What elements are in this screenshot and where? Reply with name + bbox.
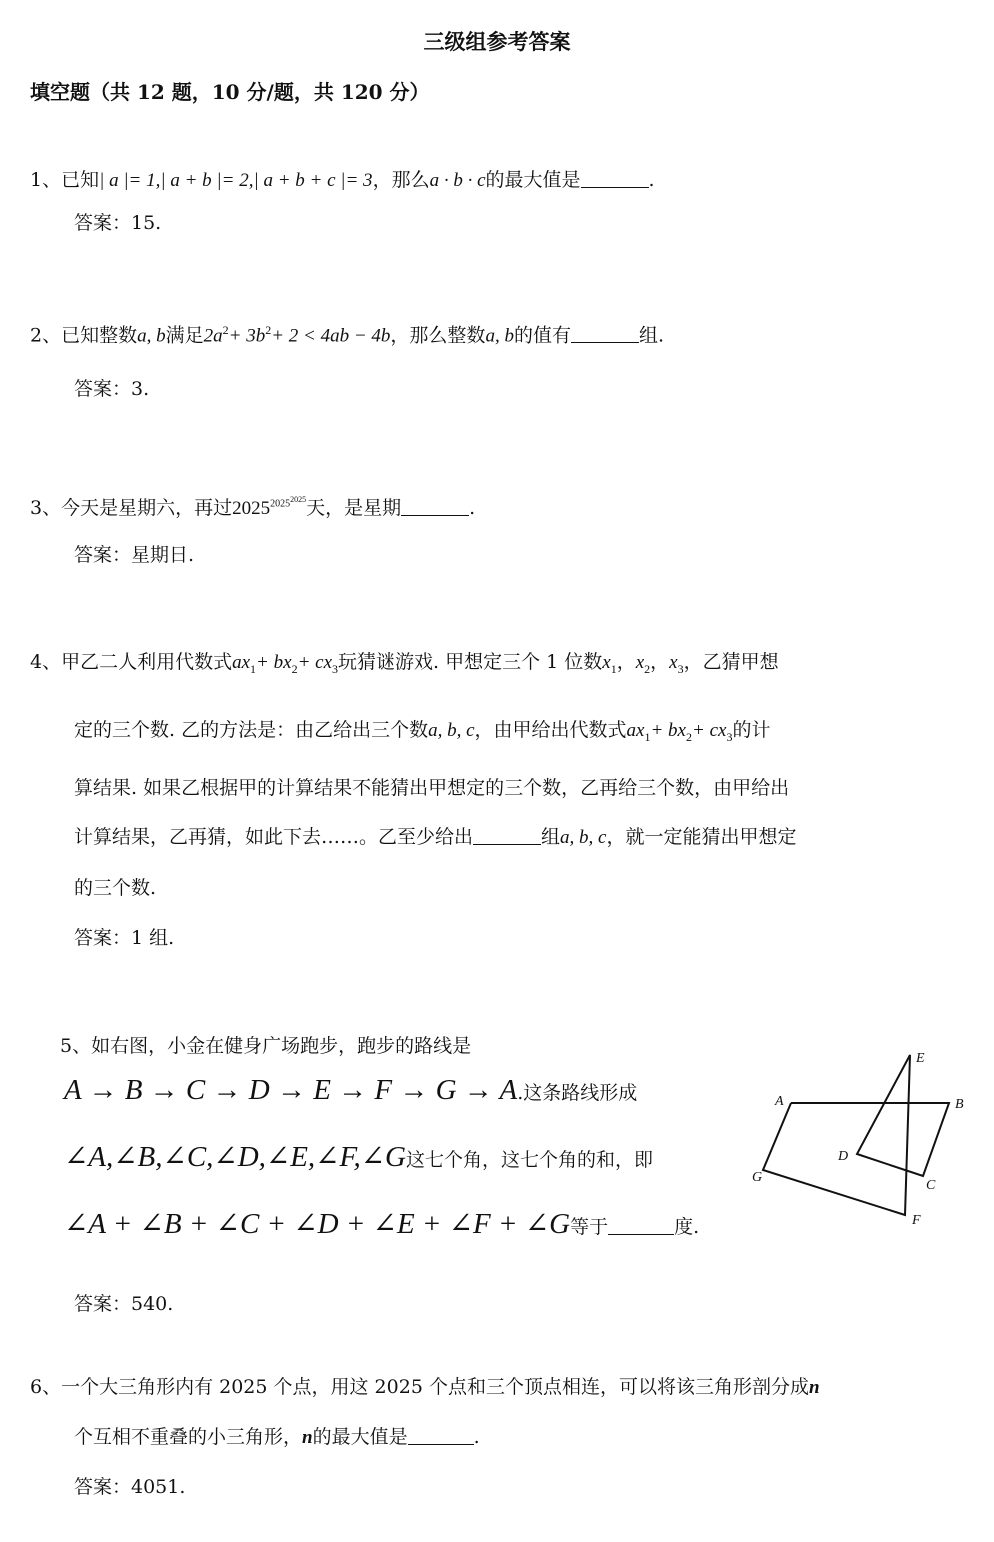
q1-condition: | a |= 1,| a + b |= 2,| a + b + c |= 3: [99, 170, 373, 191]
q4-x1: x: [602, 652, 611, 673]
q2-exp-b: 2: [265, 323, 272, 337]
q6-l2-end: .: [473, 1426, 480, 1448]
question-2: [30, 316, 664, 350]
q4-l4-end: ，就一定能猜出甲想定: [606, 826, 797, 848]
q3-base: 2025: [232, 498, 271, 519]
question-5-line-2: [64, 1076, 637, 1107]
q4-x2-sub: 2: [644, 661, 651, 676]
q2-mid2: ，那么整数: [390, 324, 486, 347]
question-4-line-2: [74, 716, 770, 751]
q6-n: n: [808, 1377, 820, 1398]
q3-exponent: 2025: [270, 498, 291, 510]
q4-l2-expr-b: + bx: [650, 720, 686, 741]
q3-exponent-2: 2025: [290, 495, 307, 504]
q5-l2-end: .这条路线形成: [517, 1082, 638, 1104]
q3-number: 3、: [30, 497, 62, 519]
q3-answer: 答案：星期日.: [74, 544, 195, 566]
question-5-line-1: 5、如右图，小金在健身广场跑步，跑步的路线是: [60, 1035, 472, 1057]
q6-n-2: n: [302, 1427, 313, 1448]
q4-x3-sub: 3: [677, 661, 684, 676]
q2-pre: 已知整数: [61, 324, 138, 347]
question-4-line-3: 算结果. 如果乙根据甲的计算结果不能猜出甲想定的三个数，乙再给三个数，由甲给出: [74, 777, 790, 799]
q4-l4-pre: 计算结果，乙再猜，如此下去……。乙至少给出: [74, 826, 474, 848]
q3-blank: [401, 495, 469, 516]
q4-l1-mid: 玩猜谜游戏. 甲想定三个 1 位数: [338, 651, 603, 673]
label-g: G: [752, 1170, 763, 1185]
route-figure: [745, 1040, 975, 1230]
q4-sub-2: 2: [291, 661, 298, 676]
q2-ineq-b: + 3b: [228, 325, 266, 347]
q4-sub-1: 1: [250, 661, 257, 676]
q4-l2-sub-2: 2: [686, 729, 692, 744]
page-title: 三级组参考答案: [423, 29, 571, 54]
q2-ineq-c: + 2 < 4ab − 4b: [271, 325, 391, 347]
q4-l2-expr-c: + cx: [692, 720, 727, 741]
q3-end: .: [469, 497, 476, 519]
q4-number: 4、: [30, 651, 62, 673]
q3-post: 天，是星期: [306, 497, 402, 519]
q5-l4-mid: 等于: [570, 1216, 609, 1238]
q1-mid: ，那么: [372, 169, 430, 191]
q4-expr-c: + cx: [297, 652, 332, 673]
question-5-line-4: [64, 1210, 699, 1241]
question-4-line-4: [74, 823, 796, 852]
q5-blank: [608, 1214, 674, 1235]
question-5-line-3: [64, 1143, 653, 1174]
q1-post: 的最大值是: [485, 169, 581, 191]
label-a: A: [775, 1094, 784, 1109]
q6-answer: 答案：4051.: [74, 1476, 186, 1498]
label-b: B: [955, 1097, 964, 1112]
q2-number: 2、: [30, 324, 62, 347]
q1-answer: 答案：15.: [74, 212, 162, 234]
q2-exp-a: 2: [222, 323, 229, 337]
q4-abc: a, b, c: [428, 720, 475, 741]
q2-ineq-a: 2a: [203, 325, 223, 347]
q4-x3: x: [669, 652, 678, 673]
q4-answer: 答案：1 组.: [74, 927, 175, 949]
q6-l1: 6、一个大三角形内有 2025 个点，用这 2025 个点和三个顶点相连，可以将该三角形剖分成: [30, 1376, 809, 1398]
q4-l1-end: ，乙猜甲想: [683, 651, 779, 673]
label-d: D: [838, 1149, 849, 1164]
question-6-line-2: [74, 1423, 480, 1452]
q6-l2-mid: 的最大值是: [312, 1426, 408, 1448]
q2-vars2: a, b: [485, 325, 514, 347]
question-4-line-5: 的三个数.: [74, 877, 157, 899]
q4-sep-1: ，: [616, 651, 636, 673]
q1-pre: 已知: [61, 169, 100, 191]
q4-l2-expr-a: ax: [626, 720, 645, 741]
q4-l2-sub-1: 1: [644, 729, 651, 744]
q5-sum: ∠A + ∠B + ∠C + ∠D + ∠E + ∠F + ∠G: [64, 1208, 571, 1240]
q4-l2-pre: 定的三个数. 乙的方法是：由乙给出三个数: [74, 719, 429, 741]
q4-expr-b: + bx: [256, 652, 292, 673]
question-6-line-1: [30, 1373, 820, 1402]
q4-blank: [473, 824, 541, 845]
route-path: [763, 1055, 949, 1215]
q2-post: 的值有: [513, 324, 571, 347]
q4-l4-mid: 组: [541, 826, 561, 848]
q2-vars: a, b: [137, 325, 166, 347]
q2-mid: 满足: [165, 324, 204, 347]
q4-l2-sub-3: 3: [726, 729, 733, 744]
q5-l3-end: 这七个角，这七个角的和，即: [405, 1149, 653, 1171]
q5-answer: 答案：540.: [74, 1293, 174, 1315]
q2-end: 组.: [638, 324, 664, 347]
q4-l4-abc: a, b, c: [560, 827, 607, 848]
section-heading: 填空题（共 12 题，10 分/题，共 120 分）: [30, 80, 430, 104]
q4-l2-mid: ，由甲给出代数式: [474, 719, 627, 741]
q5-route: A → B → C → D → E → F → G → A: [64, 1074, 518, 1106]
question-4-line-1: [30, 648, 779, 683]
q6-blank: [408, 1424, 474, 1445]
q1-end: .: [648, 169, 655, 191]
question-3: [30, 486, 475, 523]
q2-blank: [571, 322, 639, 343]
q4-l2-end: 的计: [732, 719, 771, 741]
label-c: C: [926, 1178, 936, 1193]
q1-number: 1、: [30, 169, 62, 191]
label-e: E: [916, 1051, 925, 1066]
q4-sep-2: ，: [650, 651, 670, 673]
q1-expression: a · b · c: [429, 170, 486, 191]
question-1: [30, 166, 655, 195]
q6-l2-pre: 个互相不重叠的小三角形，: [74, 1426, 303, 1448]
q4-expr-a: ax: [232, 652, 251, 673]
q5-angles: ∠A,∠B,∠C,∠D,∠E,∠F,∠G: [64, 1141, 406, 1173]
q2-answer: 答案：3.: [74, 378, 150, 400]
q4-x2: x: [635, 652, 645, 673]
q4-sub-3: 3: [332, 661, 338, 676]
q4-x1-sub: 1: [610, 661, 617, 676]
q4-l1-pre: 甲乙二人利用代数式: [61, 651, 233, 673]
q3-pre: 今天是星期六，再过: [61, 497, 233, 519]
q5-l4-end: 度.: [674, 1216, 700, 1238]
q1-blank: [581, 167, 649, 188]
label-f: F: [912, 1213, 921, 1228]
